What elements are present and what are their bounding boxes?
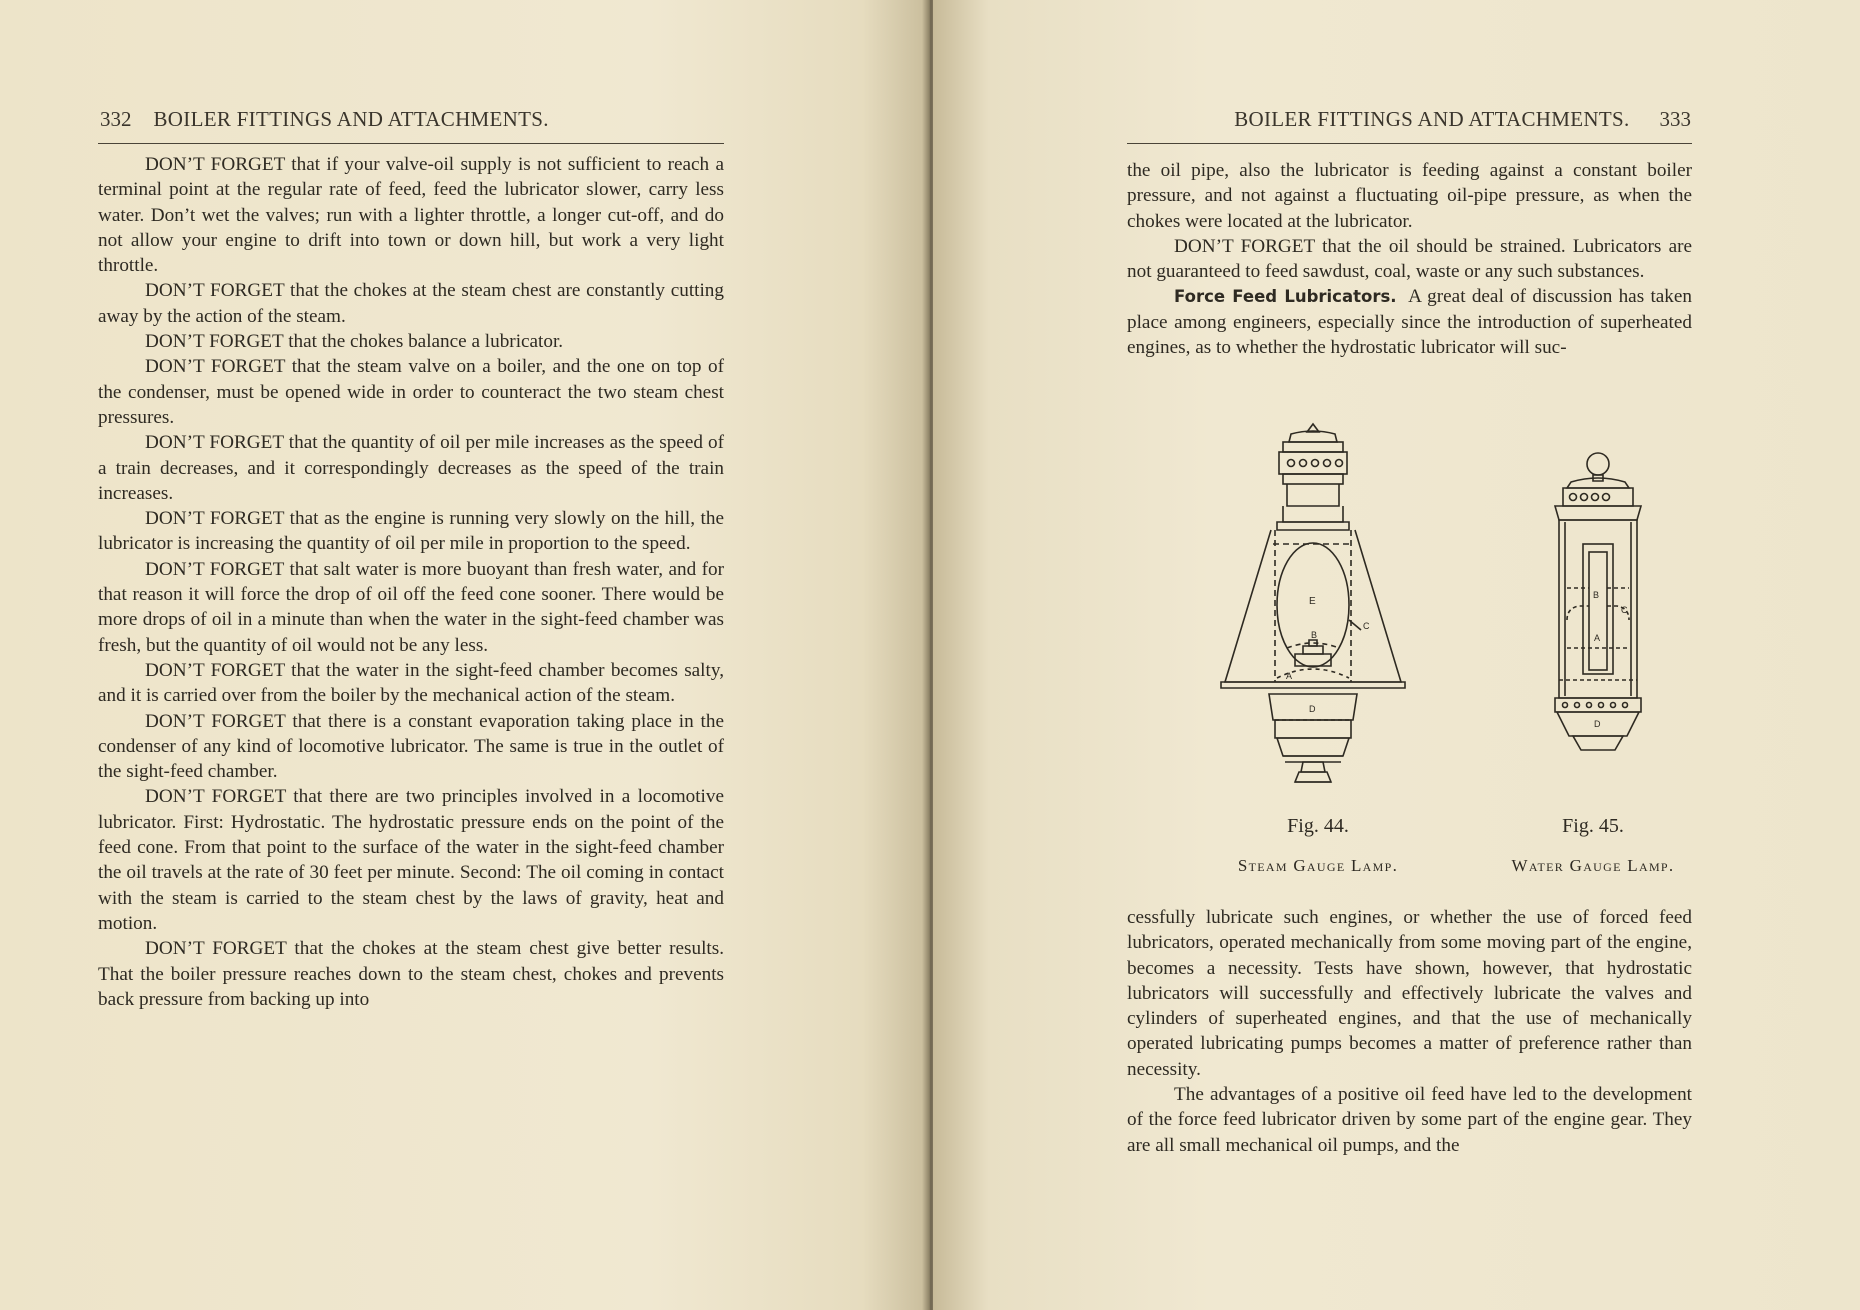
- right-header-rule: [1127, 143, 1692, 144]
- paragraph: DON’T FORGET that if your valve-oil supply is not sufficient to reach a terminal point at the regular rate of feed, feed the lubricator slower, carry less water. Don’t wet the valves; run with a lighter throttle, a longer cut-off, and do not allow your engine to drift into town or down hill, but work a very light throttle.: [98, 154, 724, 277]
- right-body-text-bottom: [1127, 905, 1692, 1158]
- paragraph: DON’T FORGET that the water in the sight-feed chamber becomes salty, and it is carried over from the boiler by the mechanical action of the steam.: [98, 659, 724, 707]
- left-body-text: [98, 152, 724, 1012]
- fig44-letter-a: A: [1286, 671, 1293, 681]
- left-header-rule: [98, 143, 724, 144]
- paragraph: DON’T FORGET that the oil should be strained. Lubricators are not guaranteed to feed sawdust, coal, waste or any such substances.: [1127, 235, 1692, 283]
- paragraph: DON’T FORGET that the chokes at the steam chest are constantly cutting away by the action of the steam.: [98, 280, 724, 327]
- force-feed-heading: Force Feed Lubricators.: [1174, 287, 1397, 307]
- fig45-letter-d: D: [1594, 719, 1601, 729]
- fig45-letter-b: B: [1593, 590, 1600, 600]
- paragraph: the oil pipe, also the lubricator is feeding against a constant boiler pressure, and not against a fluctuating oil-pipe pressure, as when the chokes were located at the lubricator.: [1127, 160, 1692, 232]
- paragraph: DON’T FORGET that the steam valve on a boiler, and the one on top of the condenser, must be opened wide in order to counteract the two steam chest pressures.: [98, 356, 724, 428]
- paragraph: DON’T FORGET that the chokes balance a lubricator.: [145, 331, 564, 353]
- paragraph: DON’T FORGET that salt water is more buoyant than fresh water, and for that reason it will force the drop of oil off the feed cone sooner. There would be more drops of oil in a minute than when the water in the sight-feed chamber was fresh, but the quantity of oil would not be any less.: [98, 558, 724, 656]
- fig44-letter-b: B: [1311, 630, 1318, 640]
- fig45-label: Fig. 45.: [1562, 815, 1624, 837]
- fig44-label: Fig. 44.: [1287, 815, 1349, 837]
- fig44-letter-d: D: [1309, 704, 1316, 714]
- left-running-head-title: BOILER FITTINGS AND ATTACHMENTS.: [153, 107, 549, 131]
- fig44-letter-c: C: [1363, 621, 1370, 631]
- paragraph: DON’T FORGET that the chokes at the steam chest give better results. That the boiler pressure reaches down to the steam chest, chokes and prevents back pressure from backing up into: [98, 938, 724, 1010]
- paragraph: DON’T FORGET that as the engine is running very slowly on the hill, the lubricator is increasing the quantity of oil per mile in proportion to the speed.: [98, 508, 724, 555]
- left-page: [0, 0, 927, 1310]
- fig44-letter-e: E: [1309, 596, 1316, 607]
- left-running-head: [100, 107, 722, 132]
- left-page-number: 332: [100, 107, 132, 131]
- force-feed-paragraph: [1127, 284, 1692, 360]
- right-running-head-title: BOILER FITTINGS AND ATTACHMENTS.: [1234, 107, 1630, 131]
- fig45-letter-a: A: [1594, 633, 1601, 643]
- fig45-caption: Water Gauge Lamp.: [1511, 856, 1675, 875]
- water-gauge-lamp-illustration: [1533, 448, 1673, 768]
- force-feed-text: A great deal of discussion has taken place among engineers, especially since the introduction of superheated engines, as to whether the hydrostatic lubricator will suc-: [1127, 286, 1693, 359]
- paragraph: DON’T FORGET that there are two principles involved in a locomotive lubricator. First: Hydrostatic. The hydrostatic pressure ends on the point of the feed cone. From that point to the surface of the water in the sight-feed chamber the oil travels at the rate of 30 feet per minute. Second: The oil coming in contact with the steam is carried to the steam chest by the laws of gravity, heat and motion.: [98, 786, 724, 934]
- steam-gauge-lamp-illustration: [1203, 420, 1423, 805]
- fig45-letter-c: C: [1621, 605, 1628, 615]
- paragraph: The advantages of a positive oil feed have led to the development of the force feed lubricator driven by some part of the engine gear. They are all small mechanical oil pumps, and the: [1127, 1084, 1692, 1156]
- paragraph: cessfully lubricate such engines, or whether the use of forced feed lubricators, operated mechanically from some moving part of the engine, becomes a necessity. Tests have shown, however, that hydrostatic lubricators will successfully and effectively lubricate the valves and cylinders of superheated engines, and that the use of mechanically operated lubricating pumps becomes a matter of preference rather than necessity.: [1127, 907, 1692, 1080]
- fig44-caption: Steam Gauge Lamp.: [1237, 856, 1399, 875]
- right-running-head: [1133, 107, 1691, 132]
- paragraph: DON’T FORGET that there is a constant evaporation taking place in the condenser of any kind of locomotive lubricator. The same is true in the outlet of the sight-feed chamber.: [98, 710, 724, 783]
- right-page: [933, 0, 1860, 1310]
- right-page-number: 333: [1659, 107, 1691, 131]
- right-body-text-top: [1127, 158, 1692, 360]
- paragraph: DON’T FORGET that the quantity of oil per mile increases as the speed of a train decreases, and it correspondingly decreases as the speed of the train increases.: [98, 432, 724, 504]
